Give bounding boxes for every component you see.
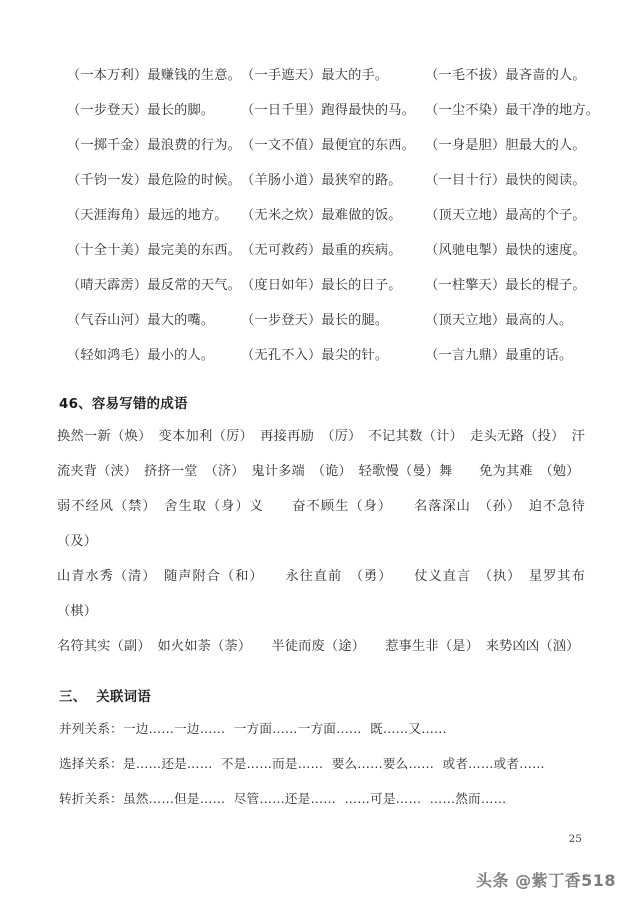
riddle-cell: （度日如年）最长的日子。 xyxy=(241,278,402,293)
relation-line: 并列关系：一边……一边…… 一方面……一方面…… 既……又…… xyxy=(59,721,447,736)
riddle-cell: （风驰电掣）最快的速度。 xyxy=(425,243,586,258)
riddle-cell: （一柱擎天）最长的棍子。 xyxy=(425,278,586,293)
riddle-cell: （顶天立地）最高的人。 xyxy=(425,313,573,328)
table-row xyxy=(57,303,599,338)
riddle-cell: （羊肠小道）最狭窄的路。 xyxy=(241,173,402,188)
idiom-correction-paragraph: 名符其实（副） 如火如荼（荼） 半徒而废（途） 惹事生非（是） 来势凶凶（汹） xyxy=(57,639,580,654)
riddle-cell: （一手遮天）最大的手。 xyxy=(241,68,389,83)
riddle-cell: （一言九鼎）最重的话。 xyxy=(425,348,573,363)
riddle-cell: （轻如鸿毛）最小的人。 xyxy=(67,348,215,363)
riddle-cell: （一文不值）最便宜的东西。 xyxy=(241,138,416,153)
section-heading-conjunctions: 三、 关联词语 xyxy=(59,690,152,705)
riddle-cell: （千钧一发）最危险的时候。 xyxy=(67,173,242,188)
riddle-cell: （气吞山河）最大的嘴。 xyxy=(67,313,215,328)
riddle-cell: （一步登天）最长的脚。 xyxy=(67,103,215,118)
table-row xyxy=(57,93,599,128)
riddle-cell: （无米之炊）最难做的饭。 xyxy=(241,208,402,223)
riddle-cell: （十全十美）最完美的东西。 xyxy=(67,243,242,258)
riddle-cell: （一步登天）最长的腿。 xyxy=(241,313,389,328)
riddle-cell: （无孔不入）最尖的针。 xyxy=(241,348,389,363)
riddle-cell: （晴天霹雳）最反常的天气。 xyxy=(67,278,242,293)
relation-line: 转折关系：虽然……但是…… 尽管……还是…… ……可是…… ……然而…… xyxy=(59,791,507,806)
section-heading-46: 46、容易写错的成语 xyxy=(59,397,188,412)
page-number: 25 xyxy=(568,833,582,845)
table-row xyxy=(57,128,599,163)
table-row xyxy=(57,233,599,268)
footer-watermark: 头条 @紫丁香518 xyxy=(476,871,616,890)
page-content xyxy=(57,58,600,816)
table-row xyxy=(57,338,599,373)
conjunction-relation-list xyxy=(57,711,585,816)
table-row xyxy=(57,268,599,303)
table-row xyxy=(57,198,599,233)
riddle-cell: （一目十行）最快的阅读。 xyxy=(425,173,586,188)
riddle-cell: （无可救药）最重的疾病。 xyxy=(241,243,402,258)
idiom-riddle-table xyxy=(57,58,599,373)
table-row xyxy=(57,163,599,198)
riddle-cell: （一毛不拔）最吝啬的人。 xyxy=(425,68,586,83)
idiom-riddle-body xyxy=(57,58,599,373)
riddle-cell: （一掷千金）最浪费的行为。 xyxy=(67,138,242,153)
riddle-cell: （一身是胆）胆最大的人。 xyxy=(425,138,586,153)
riddle-cell: （顶天立地）最高的个子。 xyxy=(425,208,586,223)
idiom-correction-paragraph: 山青水秀（清） 随声附合（和） 永往直前 （勇） 仗义直言 （执） 星罗其布 （棋） xyxy=(57,569,599,619)
riddle-cell: （一日千里）跑得最快的马。 xyxy=(241,103,416,118)
riddle-cell: （天涯海角）最远的地方。 xyxy=(67,208,228,223)
relation-line: 选择关系：是……还是…… 不是……而是…… 要么……要么…… 或者……或者…… xyxy=(59,756,545,771)
riddle-cell: （一本万利）最赚钱的生意。 xyxy=(67,68,242,83)
table-row xyxy=(57,58,599,93)
riddle-cell: （一尘不染）最干净的地方。 xyxy=(425,103,600,118)
idiom-correction-paragraph: 换然一新（焕） 变本加利（厉） 再接再励 （厉） 不记其数（计） 走头无路（投） 汗流夹背（浃） 挤挤一堂 （济） 鬼计多端 （诡） 轻歌慢（曼）舞 免为其难 （勉） xyxy=(57,429,585,479)
idiom-correction-paragraph: 弱不经风（禁） 舍生取（身）义 奋不顾生（身） 名落深山 （孙） 迫不急待（及） xyxy=(57,499,585,549)
